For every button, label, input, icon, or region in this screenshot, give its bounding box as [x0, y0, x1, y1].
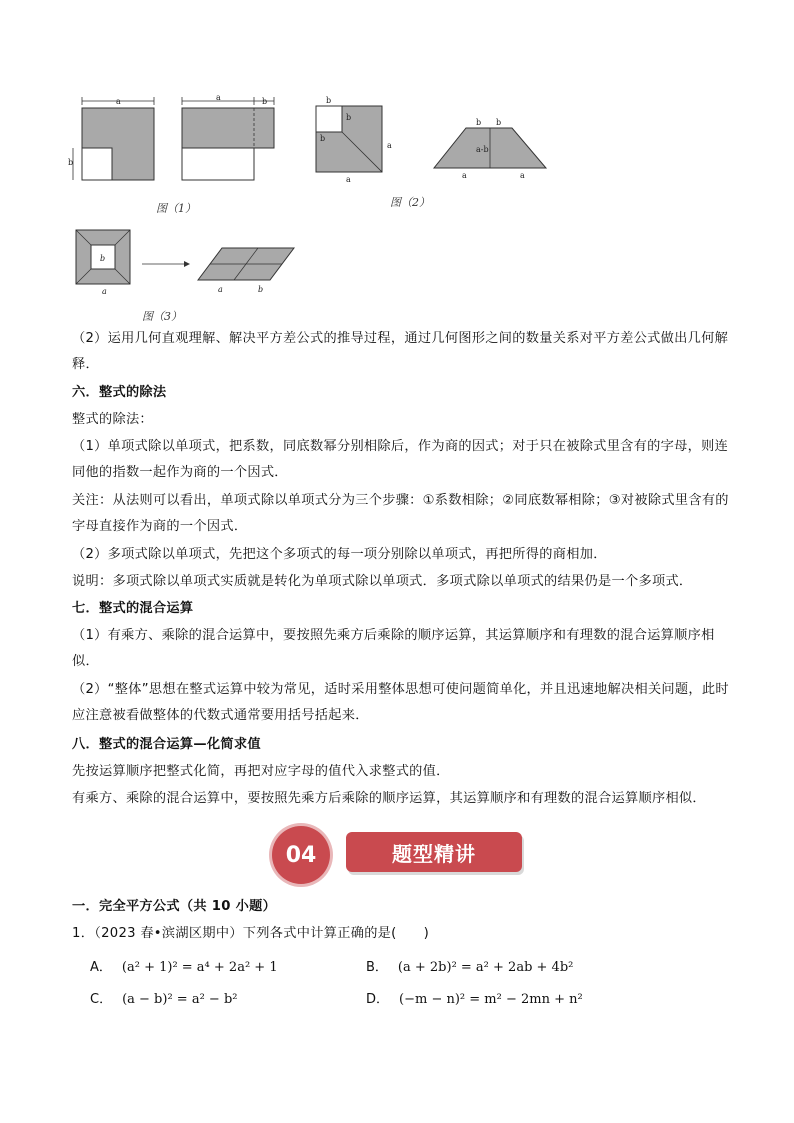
figure-2 — [300, 92, 560, 188]
svg-text:a: a — [387, 141, 392, 150]
figure-1-caption: 图（1） — [156, 202, 196, 215]
svg-text:b: b — [320, 134, 326, 143]
svg-text:b: b — [496, 118, 502, 127]
figure-3 — [66, 226, 316, 300]
heading-section-8: 八．整式的混合运算—化简求值 — [72, 737, 261, 752]
figure-3-caption: 图（3） — [142, 310, 182, 323]
paragraph-note-steps: 关注：从法则可以看出，单项式除以单项式分为三个步骤：①系数相除；②同底数幂相除；③对被除式里含有的字母直接作为商的一个因式． — [72, 493, 729, 534]
svg-text:a: a — [102, 287, 107, 296]
paragraph-polynomial-division: （2）多项式除以单项式，先把这个多项式的每一项分别除以单项式，再把所得的商相加． — [72, 547, 607, 562]
label-b: b — [68, 158, 74, 167]
label-a: a — [116, 97, 121, 106]
banner-title-box — [346, 832, 522, 872]
svg-text:a: a — [346, 175, 351, 184]
svg-text:b: b — [476, 118, 482, 127]
banner-number-circle — [272, 826, 330, 884]
question-1-stem: 1．（2023 春•滨湖区期中）下列各式中计算正确的是( ) — [72, 926, 430, 941]
banner-title: 题型精讲 — [392, 841, 476, 866]
paragraph-explanation: 说明：多项式除以单项式实质就是转化为单项式除以单项式．多项式除以单项式的结果仍是一个多项式． — [72, 574, 693, 589]
svg-text:a: a — [216, 93, 221, 102]
svg-text:a: a — [218, 285, 223, 294]
paragraph-simplify-evaluate-1: 先按运算顺序把整式化简，再把对应字母的值代入求整式的值． — [72, 764, 450, 779]
svg-text:b: b — [262, 97, 268, 106]
option-d[interactable]: D． (−m − n)² = m² − 2mn + n² — [366, 992, 583, 1007]
paragraph-monomial-division: （1）单项式除以单项式，把系数，同底数幂分别相除后，作为商的因式；对于只在被除式里含有的字母，则连同他的指数一起作为商的一个因式． — [72, 439, 729, 480]
svg-text:a: a — [520, 171, 525, 180]
paragraph-division-intro: 整式的除法： — [72, 412, 153, 427]
question-section-heading: 一．完全平方公式（共 10 小题） — [72, 899, 277, 914]
figure-2-caption: 图（2） — [390, 196, 430, 209]
svg-text:b: b — [258, 285, 264, 294]
heading-section-7: 七．整式的混合运算 — [72, 601, 194, 616]
paragraph-simplify-evaluate-2: 有乘方、乘除的混合运算中，要按照先乘方后乘除的顺序运算，其运算顺序和有理数的混合运算顺序相似． — [72, 791, 706, 806]
paragraph-geometric-explanation: （2）运用几何直观理解、解决平方差公式的推导过程，通过几何图形之间的数量关系对平方差公式做出几何解释． — [72, 331, 729, 372]
svg-text:b: b — [346, 113, 352, 122]
banner-number: 04 — [285, 842, 317, 868]
figure-1 — [66, 92, 316, 188]
paragraph-mixed-operations-2: （2）“整体”思想在整式运算中较为常见，适时采用整体思想可使问题简单化，并且迅速地解决相关问题，此时应注意被看做整体的代数式通常要用括号括起来． — [72, 682, 729, 723]
svg-text:a-b: a-b — [476, 145, 489, 154]
svg-text:b: b — [326, 96, 332, 105]
heading-section-6: 六．整式的除法 — [72, 385, 167, 400]
svg-text:a: a — [462, 171, 467, 180]
option-c[interactable]: C． (a − b)² = a² − b² — [90, 992, 238, 1007]
section-banner — [272, 826, 524, 884]
option-a[interactable]: A． (a² + 1)² = a⁴ + 2a² + 1 — [90, 960, 278, 975]
option-b[interactable]: B． (a + 2b)² = a² + 2ab + 4b² — [366, 960, 574, 975]
paragraph-mixed-operations-1: （1）有乘方、乘除的混合运算中，要按照先乘方后乘除的顺序运算，其运算顺序和有理数的混合运算顺序相似． — [72, 628, 715, 669]
svg-text:b: b — [100, 254, 106, 263]
